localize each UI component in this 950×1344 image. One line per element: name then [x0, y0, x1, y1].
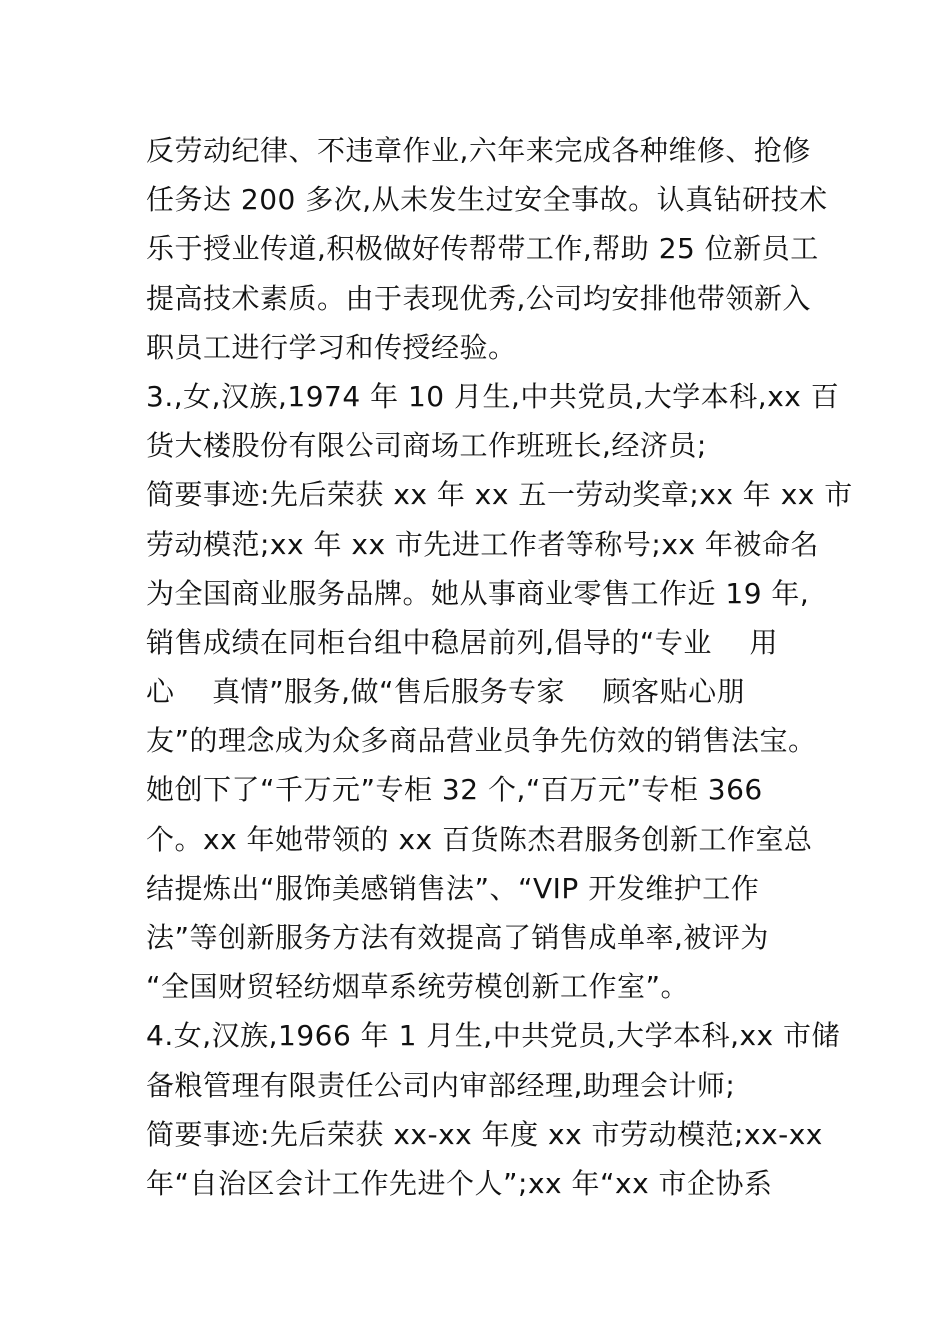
text-line: 备粮管理有限责任公司内审部经理,助理会计师; [146, 1068, 736, 1102]
text-line: 货大楼股份有限公司商场工作班班长,经济员; [146, 429, 707, 463]
text-line: 年“自治区会计工作先进个人”;xx 年“xx 市企协系 [146, 1166, 773, 1200]
text-line: 乐于授业传道,积极做好传帮带工作,帮助 25 位新员工 [146, 232, 819, 266]
text-line: 销售成绩在同柜台组中稳居前列,倡导的“专业 用 [146, 625, 779, 659]
text-line: 个。xx 年她带领的 xx 百货陈杰君服务创新工作室总 [146, 822, 813, 856]
text-line: 她创下了“千万元”专柜 32 个,“百万元”专柜 366 [146, 773, 763, 807]
text-line: 劳动模范;xx 年 xx 市先进工作者等称号;xx 年被命名 [146, 527, 819, 561]
text-line: 简要事迹:先后荣获 xx-xx 年度 xx 市劳动模范;xx-xx [146, 1117, 823, 1151]
text-line: “全国财贸轻纺烟草系统劳模创新工作室”。 [146, 970, 690, 1004]
text-line: 任务达 200 多次,从未发生过安全事故。认真钻研技术 [146, 183, 828, 217]
text-line: 法”等创新服务方法有效提高了销售成单率,被评为 [146, 921, 769, 954]
text-line: 为全国商业服务品牌。她从事商业零售工作近 19 年, [146, 576, 810, 610]
text-line: 4.女,汉族,1966 年 1 月生,中共党员,大学本科,xx 市储 [146, 1019, 841, 1053]
text-line: 反劳动纪律、不违章作业,六年来完成各种维修、抢修 [146, 134, 811, 167]
text-line: 职员工进行学习和传授经验。 [146, 330, 517, 364]
text-line: 简要事迹:先后荣获 xx 年 xx 五一劳动奖章;xx 年 xx 市 [146, 478, 853, 512]
text-line: 提高技术素质。由于表现优秀,公司均安排他带领新入 [146, 281, 811, 315]
text-line: 结提炼出“服饰美感销售法”、“VIP 开发维护工作 [146, 871, 760, 905]
text-line: 3.,女,汉族,1974 年 10 月生,中共党员,大学本科,xx 百 [146, 379, 840, 413]
text-line: 心 真情”服务,做“售后服务专家 顾客贴心朋 [146, 675, 746, 709]
document-body [146, 126, 853, 1208]
text-line: 友”的理念成为众多商品营业员争先仿效的销售法宝。 [146, 724, 817, 758]
